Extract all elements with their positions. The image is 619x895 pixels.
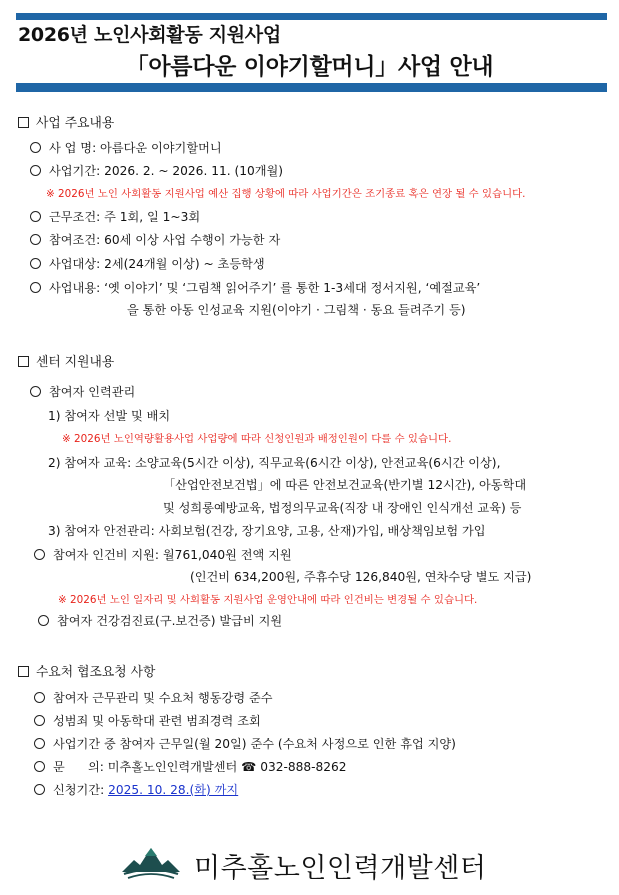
circle-bullet-icon xyxy=(38,615,49,626)
title-line2: 「아름다운 이야기할머니」사업 안내 xyxy=(125,54,494,80)
inquiry: 문 의: 미추홀노인인력개발센터 ☎ 032-888-8262 xyxy=(34,759,347,775)
labor-cost-note: ※ 2026년 노인 일자리 및 사회활동 지원사업 운영안내에 따라 인건비는 변경될 수 있습니다. xyxy=(58,594,478,606)
project-period: 사업기간: 2026. 2. ~ 2026. 11. (10개월) xyxy=(30,163,283,179)
header-top-bar xyxy=(16,13,607,20)
labor-cost: 참여자 인건비 지원: 월761,040원 전액 지원 xyxy=(34,547,292,563)
request-item3: 사업기간 중 참여자 근무일(월 20일) 준수 (수요처 사정으로 인한 휴업 지양) xyxy=(34,736,456,752)
hr-management: 참여자 인력관리 xyxy=(30,384,135,400)
period-note: ※ 2026년 노인 사회활동 지원사업 예산 집행 상황에 따라 사업기간은 조기종료 혹은 연장 될 수 있습니다. xyxy=(46,188,526,200)
circle-bullet-icon xyxy=(30,142,41,153)
safety-management: 3) 참여자 안전관리: 사회보험(건강, 장기요양, 고용, 산재)가입, 배상책임보험 가입 xyxy=(48,524,486,538)
section1-heading: 사업 주요내용 xyxy=(18,116,114,132)
deadline: 신청기간: 2025. 10. 28.(화) 까지 xyxy=(34,782,238,798)
circle-bullet-icon xyxy=(30,282,41,293)
eligibility: 참여조건: 60세 이상 사업 수행이 가능한 자 xyxy=(30,232,280,248)
request-item2: 성범죄 및 아동학대 관련 범죄경력 조회 xyxy=(34,713,261,729)
circle-bullet-icon xyxy=(30,165,41,176)
circle-bullet-icon xyxy=(30,386,41,397)
center-name: 미추홀노인인력개발센터 xyxy=(194,853,487,884)
circle-bullet-icon xyxy=(30,234,41,245)
education-line2: 「산업안전보건법」에 따른 안전보건교육(반기별 12시간), 아동학대 xyxy=(163,478,527,492)
deadline-date-link[interactable]: 2025. 10. 28.(화) 까지 xyxy=(108,783,239,797)
section2-heading: 센터 지원내용 xyxy=(18,355,114,371)
mountain-logo-icon xyxy=(120,842,182,882)
project-name: 사 업 명: 아름다운 이야기할머니 xyxy=(30,140,222,156)
header-bottom-bar xyxy=(16,83,607,92)
circle-bullet-icon xyxy=(34,549,45,560)
checkbox-square-icon xyxy=(18,356,29,367)
circle-bullet-icon xyxy=(30,211,41,222)
circle-bullet-icon xyxy=(34,761,45,772)
circle-bullet-icon xyxy=(34,715,45,726)
circle-bullet-icon xyxy=(34,784,45,795)
title-line1: 2026년 노인사회활동 지원사업 xyxy=(18,24,281,46)
selection: 1) 참여자 선발 및 배치 xyxy=(48,409,171,423)
content-line2: 을 통한 아동 인성교육 지원(이야기 · 그림책 · 동요 들려주기 등) xyxy=(127,303,466,317)
work-conditions: 근무조건: 주 1회, 일 1~3회 xyxy=(30,209,200,225)
checkbox-square-icon xyxy=(18,666,29,677)
health-cert: 참여자 건강검진료(구.보건증) 발급비 지원 xyxy=(38,613,282,629)
selection-note: ※ 2026년 노인역량활용사업 사업량에 따라 신청인원과 배정인원이 다를 수 있습니다. xyxy=(62,433,452,445)
content-line1: 사업내용: ‘옛 이야기’ 및 ‘그림책 읽어주기’ 를 통한 1-3세대 정서지원, ‘예절교육’ xyxy=(30,280,480,296)
education-line3: 및 성희롱예방교육, 법정의무교육(직장 내 장애인 인식개선 교육) 등 xyxy=(163,501,522,515)
checkbox-square-icon xyxy=(18,117,29,128)
circle-bullet-icon xyxy=(34,738,45,749)
education-line1: 2) 참여자 교육: 소양교육(5시간 이상), 직무교육(6시간 이상), 안전교육(6시간 이상), xyxy=(48,456,501,470)
labor-cost-detail: (인건비 634,200원, 주휴수당 126,840원, 연차수당 별도 지급) xyxy=(190,570,532,584)
section3-heading: 수요처 협조요청 사항 xyxy=(18,665,155,681)
circle-bullet-icon xyxy=(34,692,45,703)
request-item1: 참여자 근무관리 및 수요처 행동강령 준수 xyxy=(34,690,273,706)
circle-bullet-icon xyxy=(30,258,41,269)
target: 사업대상: 2세(24개월 이상) ~ 초등학생 xyxy=(30,256,265,272)
